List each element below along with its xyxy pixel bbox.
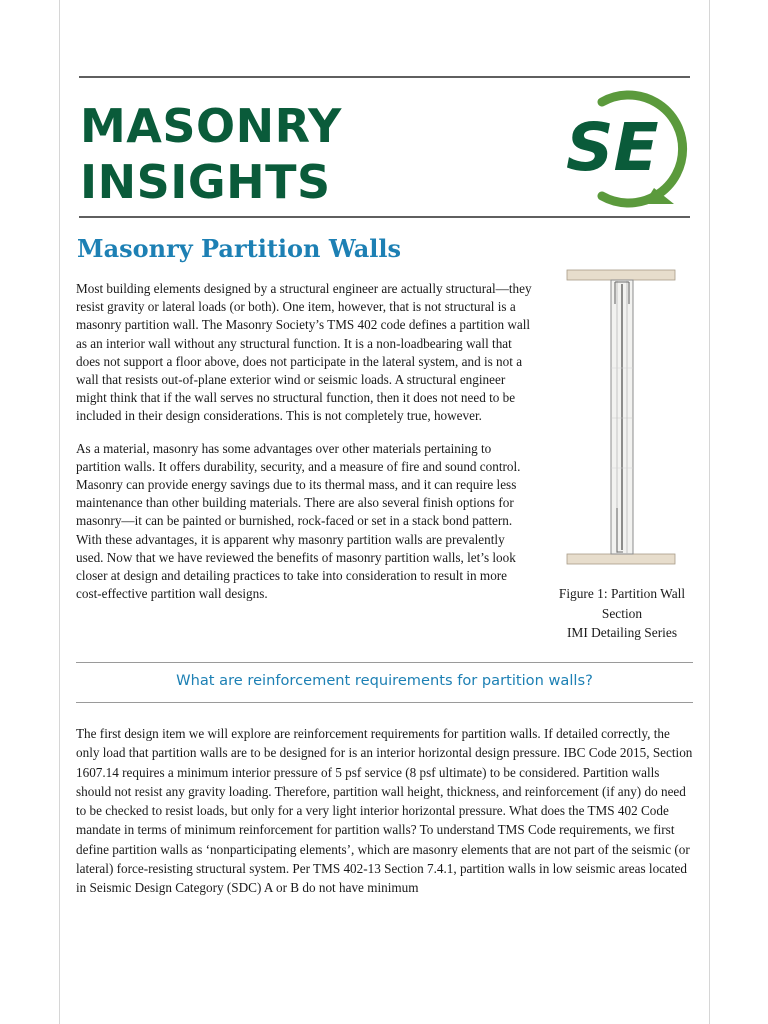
header-rule-bottom (79, 216, 690, 218)
question-rule-bottom (76, 702, 693, 703)
caption-line-2: Section (601, 605, 643, 621)
masthead-line-2: INSIGHTS (80, 155, 331, 209)
page-edge-right (709, 0, 710, 1024)
logo-text: SE (566, 109, 659, 186)
masthead-line-1: MASONRY (80, 99, 342, 153)
intro-paragraph-1: Most building elements designed by a structural engineer are actually structural—they resist gravity or lateral loads (or both). One item, however, that is not structural is a masonry partition wall. The Masonry Society’s TMS 402 code defines a partition wall as an interior wall without any structural function. It is a non-loadbearing wall that does not support a floor above, does not participate in the lateral system, and is not a wall that resists out-of-plane exterior wind or seismic loads. A structural engineer might think that if the wall serves no structural function, then it does not need to be included in their design considerations. This is not completely true, however. (76, 281, 532, 424)
partition-wall-section-drawing (565, 268, 677, 568)
question-rule-top (76, 662, 693, 663)
body-paragraph: The first design item we will explore are reinforcement requirements for partition walls. If detailed correctly, the only load that partition walls are to be designed for is an interior horizontal design pressure. IBC Code 2015, Section 1607.14 requires a minimum interior pressure of 5 psf service (8 psf ultimate) to be considered. Partition walls should not resist any gravity loading. Therefore, partition wall height, thickness, and reinforcement (if any) do need to be checked to resist loads, but only for a very light interior horizontal pressure. What does the TMS 402 Code mandate in terms of minimum reinforcement for partition walls? To understand TMS Code requirements, we first define partition walls as ‘nonparticipating elements’, which are masonry elements that are not part of the seismic (or lateral) force-resisting structural system. Per TMS 402-13 Section 7.4.1, partition walls in low seismic areas located in Seismic Design Category (SDC) A or B do not have minimum (76, 726, 693, 896)
article-title: Masonry Partition Walls (77, 234, 402, 263)
intro-column (76, 280, 534, 617)
body-column (76, 724, 693, 898)
intro-paragraph-2: As a material, masonry has some advantages over other materials pertaining to partition walls. It offers durability, security, and a measure of fire and sound control. Masonry can provide energy savings due to its thermal mass, and it can require less maintenance than other building materials. There are also several finish options for masonry—it can be painted or burnished, rock-faced or set in a stack bond pattern. With these advantages, it is apparent why masonry partition walls are prevalently used. Now that we have reviewed the benefits of masonry partition walls, let’s look closer at design and detailing practices to take into consideration to result in more cost-effective partition wall designs. (76, 440, 521, 602)
caption-line-1: Figure 1: Partition Wall (558, 586, 686, 601)
masthead (80, 98, 342, 210)
section-question-heading: What are reinforcement requirements for partition walls? (176, 672, 593, 689)
header-rule-top (79, 76, 690, 78)
caption-line-3: IMI Detailing Series (566, 625, 678, 640)
page-edge-left (59, 0, 60, 1024)
figure-caption (555, 584, 689, 643)
se-logo (562, 90, 698, 208)
figure-partition-wall (558, 268, 686, 643)
